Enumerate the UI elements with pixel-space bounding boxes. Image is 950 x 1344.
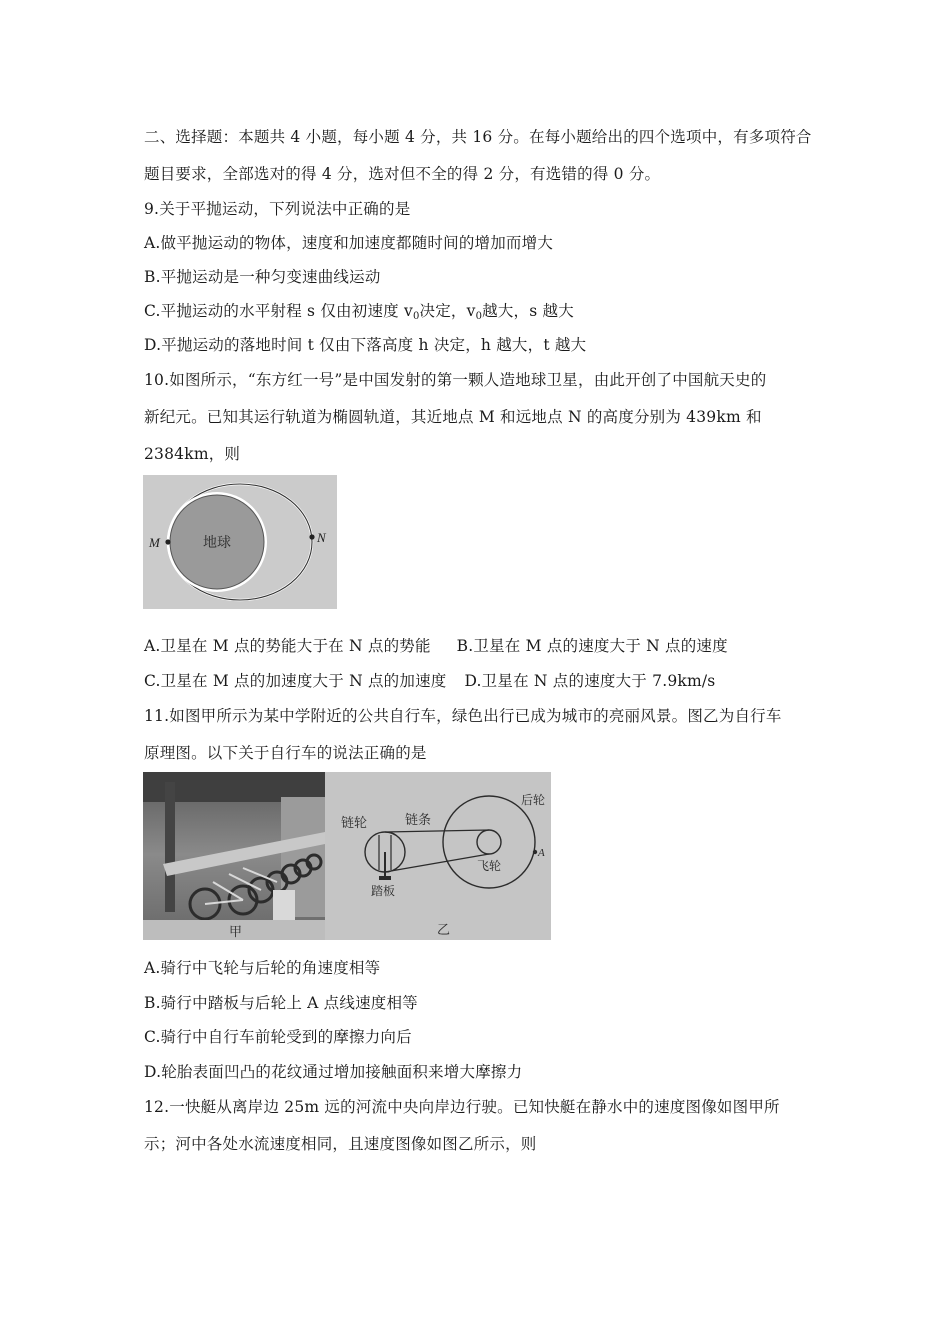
- figure-label-jia: 甲: [229, 925, 243, 940]
- q11-stem-1: 11.如图甲所示为某中学附近的公共自行车，绿色出行已成为城市的亮丽风景。图乙为自行车: [144, 707, 782, 725]
- q10-options-row-2: [144, 670, 824, 692]
- q10-option-d: D.卫星在 N 点的速度大于 7.9km/s: [464, 672, 716, 690]
- orbit-figure: [143, 475, 337, 609]
- q10-option-a: A.卫星在 M 点的势能大于在 N 点的势能: [144, 637, 431, 655]
- q11-option-a: A.骑行中飞轮与后轮的角速度相等: [144, 959, 381, 977]
- bicycle-diagram: [143, 772, 551, 940]
- q9-c-text-1: C.平抛运动的水平射程 s 仅由初速度 v: [144, 302, 413, 320]
- q9-option-d: D.平抛运动的落地时间 t 仅由下落高度 h 决定，h 越大，t 越大: [144, 336, 587, 354]
- q12-stem-2: 示；河中各处水流速度相同，且速度图像如图乙所示，则: [144, 1135, 537, 1153]
- q11-stem-2: 原理图。以下关于自行车的说法正确的是: [144, 744, 427, 762]
- q9-option-a: A.做平抛运动的物体，速度和加速度都随时间的增加而增大: [144, 234, 554, 252]
- q11-option-b: B.骑行中踏板与后轮上 A 点线速度相等: [144, 994, 418, 1012]
- q9-stem: 9.关于平抛运动，下列说法中正确的是: [144, 200, 411, 218]
- q9-c-subscript-1: 0: [412, 311, 420, 322]
- point-a-marker: [533, 850, 537, 854]
- chain-label: 链条: [405, 813, 432, 828]
- point-a-label: A: [538, 847, 545, 859]
- q9-c-subscript-2: 0: [475, 311, 483, 322]
- q11-option-d: D.轮胎表面凹凸的花纹通过增加接触面积来增大摩擦力: [144, 1063, 523, 1081]
- pedal-label: 踏板: [371, 884, 396, 898]
- q10-options-row-1: [144, 635, 824, 657]
- pedal-block: [379, 876, 391, 880]
- point-m-marker: [165, 539, 170, 544]
- bicycle-figure: [143, 772, 551, 940]
- earth-label: 地球: [203, 535, 231, 551]
- section-header-line-2: 题目要求，全部选对的得 4 分，选对但不全的得 2 分，有选错的得 0 分。: [144, 165, 661, 183]
- photo-post: [165, 782, 175, 912]
- section-header-line-1: 二、选择题：本题共 4 小题，每小题 4 分，共 16 分。在每小题给出的四个选项中，有多项符合: [144, 128, 812, 146]
- q10-option-c: C.卫星在 M 点的加速度大于 N 点的加速度: [144, 672, 447, 690]
- rear-wheel-label: 后轮: [521, 793, 546, 807]
- q10-stem-3: 2384km，则: [144, 445, 241, 463]
- q10-option-b: B.卫星在 M 点的速度大于 N 点的速度: [456, 637, 728, 655]
- q10-stem-1: 10.如图所示，“东方红一号”是中国发射的第一颗人造地球卫星，由此开创了中国航天史的: [144, 371, 767, 389]
- point-m-label: M: [149, 535, 160, 550]
- q9-option-b: B.平抛运动是一种匀变速曲线运动: [144, 268, 381, 286]
- chainring-label: 链轮: [341, 816, 368, 831]
- q9-c-text-2: 决定，v: [419, 302, 476, 320]
- point-n-marker: [309, 534, 314, 539]
- q12-stem-1: 12.一快艇从离岸边 25m 远的河流中央向岸边行驶。已知快艇在静水中的速度图像如图甲所: [144, 1098, 780, 1116]
- photo-dock: [273, 890, 295, 920]
- q10-stem-2: 新纪元。已知其运行轨道为椭圆轨道，其近地点 M 和远地点 N 的高度分别为 439km 和: [144, 408, 762, 426]
- figure-label-yi: 乙: [437, 923, 451, 938]
- bicycle-photo: [143, 772, 325, 940]
- q11-option-c: C.骑行中自行车前轮受到的摩擦力向后: [144, 1028, 412, 1046]
- flywheel-label: 飞轮: [477, 859, 502, 873]
- q9-option-c: [144, 300, 824, 322]
- orbit-diagram: [143, 475, 337, 609]
- point-n-label: N: [317, 530, 326, 545]
- q9-c-text-3: 越大，s 越大: [482, 302, 574, 320]
